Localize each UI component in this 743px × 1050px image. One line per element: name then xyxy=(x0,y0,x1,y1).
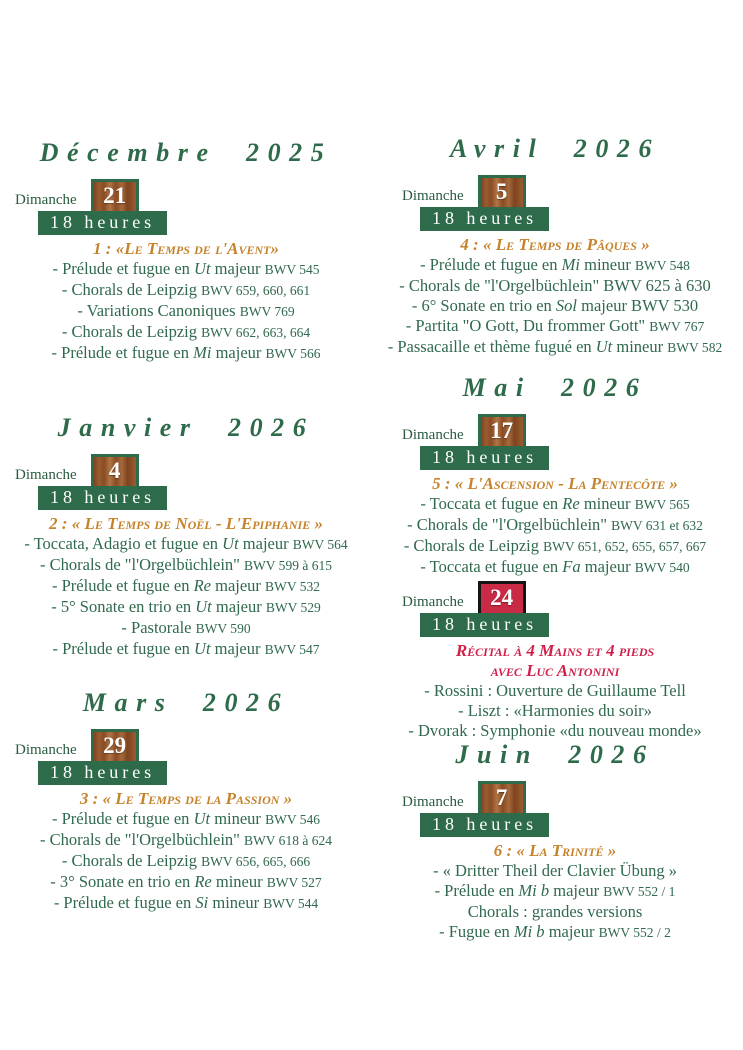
program-list xyxy=(374,255,736,358)
concert-event xyxy=(6,180,366,364)
event-title-line: 1 : «Le Temps de l'Avent» xyxy=(93,239,279,258)
date-badge-red: 24 xyxy=(478,581,526,618)
program-line: - 5° Sonate en trio en Ut majeur BWV 529 xyxy=(51,597,321,616)
time-badge: 18 heures xyxy=(38,211,167,235)
program-line: - « Dritter Theil der Clavier Übung » xyxy=(433,861,677,880)
day-label: Dimanche xyxy=(402,426,464,443)
program-line: - Variations Canoniques BWV 769 xyxy=(77,301,295,320)
date-row xyxy=(15,180,366,214)
program-line: - Liszt : «Harmonies du soir» xyxy=(458,701,652,720)
date-row xyxy=(402,176,736,210)
day-label: Dimanche xyxy=(402,793,464,810)
event-title-line: 2 : « Le Temps de Noël - L'Epiphanie » xyxy=(49,514,323,533)
concert-event xyxy=(6,455,366,660)
time-badge: 18 heures xyxy=(420,207,549,231)
time-badge: 18 heures xyxy=(420,813,549,837)
program-line: - Chorals de "l'Orgelbüchlein" BWV 599 à 615 xyxy=(40,555,332,574)
program-line: - Prélude et fugue en Ut majeur BWV 545 xyxy=(52,259,320,278)
date-badge-wood: 17 xyxy=(478,414,526,451)
month-section xyxy=(6,138,366,364)
program-line: - Prélude et fugue en Si mineur BWV 544 xyxy=(53,893,319,912)
date-badge-wood: 29 xyxy=(91,729,139,766)
concert-event xyxy=(374,782,736,943)
program-line: - Toccata, Adagio et fugue en Ut majeur BWV 564 xyxy=(24,534,348,553)
concert-event xyxy=(374,176,736,358)
month-heading: Décembre 2025 xyxy=(39,138,333,167)
month-section xyxy=(374,373,736,741)
program-line: - Partita "O Gott, Du frommer Gott" BWV 767 xyxy=(405,316,705,335)
program-line: Chorals : grandes versions xyxy=(467,902,643,921)
month-heading: Mars 2026 xyxy=(82,688,290,717)
program-line: - Chorals de Leipzig BWV 656, 665, 666 xyxy=(61,851,311,870)
day-label: Dimanche xyxy=(15,741,77,758)
date-badge-wood: 7 xyxy=(478,781,526,818)
program-line: - Dvorak : Symphonie «du nouveau monde» xyxy=(408,721,702,740)
date-row xyxy=(402,415,736,449)
date-row xyxy=(15,455,366,489)
time-badge: 18 heures xyxy=(38,761,167,785)
event-title xyxy=(6,514,366,534)
program-line: - Pastorale BWV 590 xyxy=(121,618,251,637)
date-row xyxy=(402,782,736,816)
event-title xyxy=(374,641,736,681)
program-line: - 3° Sonate en trio en Re mineur BWV 527 xyxy=(50,872,322,891)
month-heading: Juin 2026 xyxy=(455,740,655,769)
time-badge: 18 heures xyxy=(420,613,549,637)
program-line: - Rossini : Ouverture de Guillaume Tell xyxy=(424,681,686,700)
event-title-line: 5 : « L'Ascension - La Pentecôte » xyxy=(432,474,678,493)
day-label: Dimanche xyxy=(15,191,77,208)
program-line: - 6° Sonate en trio en Sol majeur BWV 530 xyxy=(411,296,699,315)
date-badge-wood: 21 xyxy=(91,179,139,216)
event-title-line: avec Luc Antonini xyxy=(490,661,620,680)
program-line: - Chorals de Leipzig BWV 662, 663, 664 xyxy=(61,322,311,341)
concert-event xyxy=(374,415,736,578)
event-title xyxy=(6,239,366,259)
date-row xyxy=(15,730,366,764)
program-line: - Prélude et fugue en Re majeur BWV 532 xyxy=(52,576,320,595)
program-line: - Chorals de "l'Orgelbüchlein" BWV 618 à 624 xyxy=(40,830,332,849)
date-row xyxy=(402,582,736,616)
program-line: - Prélude en Mi b majeur BWV 552 / 1 xyxy=(434,881,676,900)
time-badge: 18 heures xyxy=(38,486,167,510)
day-label: Dimanche xyxy=(402,593,464,610)
date-badge-wood: 5 xyxy=(478,175,526,212)
event-title xyxy=(374,474,736,494)
program-list xyxy=(374,861,736,943)
program-line: - Chorals de "l'Orgelbüchlein" BWV 625 à 630 xyxy=(399,276,711,295)
concert-event xyxy=(6,730,366,914)
month-section xyxy=(374,134,736,358)
date-badge-wood: 4 xyxy=(91,454,139,491)
program-list xyxy=(6,809,366,914)
program-line: - Chorals de Leipzig BWV 651, 652, 655, 657, 667 xyxy=(403,536,707,555)
event-title xyxy=(374,235,736,255)
month-section xyxy=(6,413,366,660)
time-badge: 18 heures xyxy=(420,446,549,470)
month-heading: Mai 2026 xyxy=(462,373,648,402)
event-title-line: 6 : « La Trinité » xyxy=(493,841,617,860)
program-list xyxy=(374,494,736,578)
month-heading: Janvier 2026 xyxy=(57,413,315,442)
program-line: - Toccata et fugue en Re mineur BWV 565 xyxy=(420,494,690,513)
program-line: - Passacaille et thème fugué en Ut mineur BWV 582 xyxy=(387,337,723,356)
day-label: Dimanche xyxy=(402,187,464,204)
month-section xyxy=(374,740,736,943)
event-title-line: 4 : « Le Temps de Pâques » xyxy=(460,235,650,254)
program-line: - Prélude et fugue en Mi majeur BWV 566 xyxy=(51,343,321,362)
event-title xyxy=(374,841,736,861)
event-title xyxy=(6,789,366,809)
program-line: - Prélude et fugue en Ut mineur BWV 546 xyxy=(51,809,321,828)
month-section xyxy=(6,688,366,914)
program-list xyxy=(6,259,366,364)
event-title-line: 3 : « Le Temps de la Passion » xyxy=(79,789,293,808)
program-line: - Prélude et fugue en Mi mineur BWV 548 xyxy=(420,255,690,274)
program-list xyxy=(374,681,736,741)
concert-event xyxy=(374,582,736,741)
event-title-line: Récital à 4 Mains et 4 pieds xyxy=(455,641,655,660)
program-line: - Prélude et fugue en Ut majeur BWV 547 xyxy=(52,639,320,658)
month-heading: Avril 2026 xyxy=(449,134,661,163)
program-line: - Chorals de "l'Orgelbüchlein" BWV 631 et 632 xyxy=(407,515,703,534)
day-label: Dimanche xyxy=(15,466,77,483)
program-list xyxy=(6,534,366,660)
program-line: - Chorals de Leipzig BWV 659, 660, 661 xyxy=(61,280,311,299)
program-line: - Toccata et fugue en Fa majeur BWV 540 xyxy=(420,557,690,576)
program-line: - Fugue en Mi b majeur BWV 552 / 2 xyxy=(439,922,671,941)
